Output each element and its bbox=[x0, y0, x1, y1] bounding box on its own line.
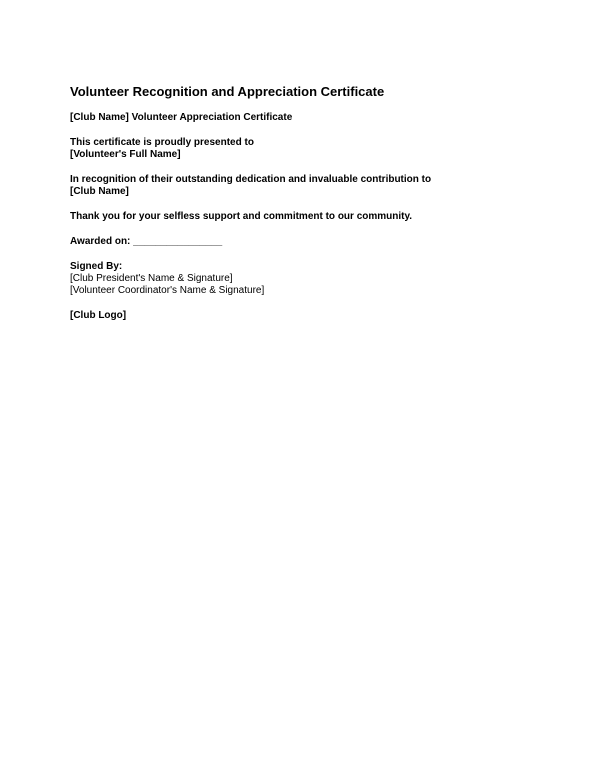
logo-block bbox=[70, 310, 550, 322]
subtitle-block bbox=[70, 112, 550, 124]
recognition-line: In recognition of their outstanding dedication and invaluable contribution to bbox=[70, 174, 432, 185]
signed-by-block bbox=[70, 261, 550, 297]
thanks-line: Thank you for your selfless support and commitment to our community. bbox=[70, 211, 413, 222]
club-logo-placeholder: [Club Logo] bbox=[70, 310, 127, 321]
signatory-coordinator: [Volunteer Coordinator's Name & Signature] bbox=[70, 285, 265, 296]
certificate-subtitle: [Club Name] Volunteer Appreciation Certificate bbox=[70, 112, 293, 123]
presented-line: This certificate is proudly presented to bbox=[70, 137, 254, 148]
club-name: [Club Name] bbox=[70, 186, 129, 197]
document-title: Volunteer Recognition and Appreciation Certificate bbox=[70, 84, 385, 99]
thanks-block bbox=[70, 211, 550, 223]
certificate-content bbox=[70, 84, 550, 335]
recognition-block bbox=[70, 174, 550, 198]
volunteer-name: [Volunteer's Full Name] bbox=[70, 149, 181, 160]
awarded-on: Awarded on: ________________ bbox=[70, 236, 223, 247]
awarded-block bbox=[70, 236, 550, 248]
signatory-president: [Club President's Name & Signature] bbox=[70, 273, 233, 284]
signed-by-label: Signed By: bbox=[70, 261, 123, 272]
presentation-block bbox=[70, 137, 550, 161]
